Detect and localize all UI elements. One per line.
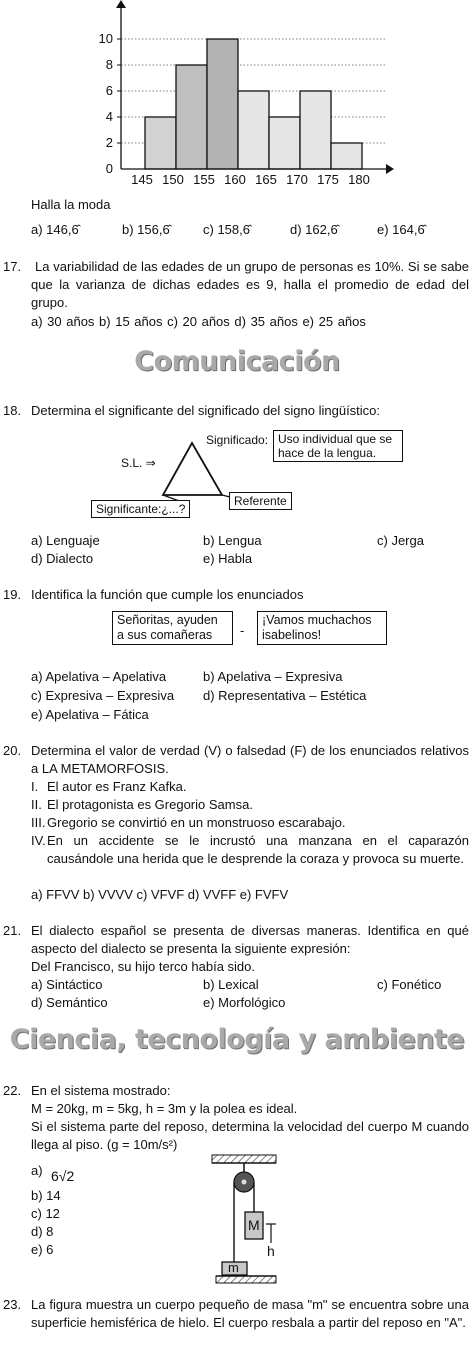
q19-option-e: e) Apelativa – Fática <box>31 707 149 722</box>
q19-option-b: b) Apelativa – Expresiva <box>203 669 343 684</box>
y-tick-label: 6 <box>105 83 113 98</box>
q22-option-d: d) 8 <box>31 1224 54 1239</box>
q20-number: 20. <box>3 743 22 758</box>
q21-number: 21. <box>3 923 22 938</box>
y-tick-label: 10 <box>98 31 113 46</box>
q20-options: a) FFVV b) VVVV c) VFVF d) VVFF e) FVFV <box>31 887 289 902</box>
q22-line-1: En el sistema mostrado: <box>31 1083 171 1098</box>
sl-label: S.L. ⇒ <box>121 456 156 470</box>
q19-number: 19. <box>3 587 22 602</box>
q22-option-c: c) 12 <box>31 1206 60 1221</box>
x-tick-label: 165 <box>255 172 277 187</box>
y-tick-label: 2 <box>105 135 113 150</box>
q18-text: Determina el significante del significado del signo lingüístico: <box>31 403 381 418</box>
q17-number: 17. <box>3 259 22 274</box>
q16-option-d: d) 162,6̂ <box>290 222 338 237</box>
q19-text: Identifica la función que cumple los enunciados <box>31 587 304 602</box>
q17-options: a) 30 años b) 15 años c) 20 años d) 35 años e) 25 años <box>31 314 366 329</box>
q21-quote: Del Francisco, su hijo terco había sido. <box>31 959 255 974</box>
y-tick-label: 4 <box>105 109 113 124</box>
q23-number: 23. <box>3 1297 22 1312</box>
significado-label: Significado: <box>206 433 269 447</box>
q18-option-b: b) Lengua <box>203 533 262 548</box>
q20-item-3-text: Gregorio se convirtió en un monstruoso escarabajo. <box>47 815 346 830</box>
q22-option-a-value: 6√2 <box>51 1168 75 1184</box>
referente-box: Referente <box>229 492 292 510</box>
q22-option-b: b) 14 <box>31 1188 61 1203</box>
label-block-m: m <box>228 1260 239 1275</box>
label-height-h: h <box>267 1243 275 1259</box>
x-tick-label: 160 <box>224 172 246 187</box>
q21-option-a: a) Sintáctico <box>31 977 103 992</box>
q18-option-c: c) Jerga <box>377 533 424 548</box>
x-tick-label: 180 <box>348 172 370 187</box>
q20-item-1-num: I. <box>31 779 39 794</box>
q21-text: El dialecto español se presenta de diversas maneras. Identifica en qué aspecto del dialecto se presenta la siguiente expresión: <box>31 923 469 956</box>
q18-option-d: d) Dialecto <box>31 551 94 566</box>
y-tick-label: 8 <box>105 57 113 72</box>
q16-prompt: Halla la moda <box>31 197 111 212</box>
q22-line-2: M = 20kg, m = 5kg, h = 3m y la polea es ideal. <box>31 1101 298 1116</box>
section-title-comunicacion: Comunicación <box>134 346 340 377</box>
q20-item-1-text: El autor es Franz Kafka. <box>47 779 187 794</box>
y-tick-label: 0 <box>105 161 113 176</box>
q16-option-a: a) 146,6̂ <box>31 222 79 237</box>
significado-box: Uso individual que se hace de la lengua. <box>273 430 403 462</box>
q22-option-a: a) <box>31 1163 43 1178</box>
q22-option-e: e) 6 <box>31 1242 54 1257</box>
q23-text: La figura muestra un cuerpo pequeño de masa "m" se encuentra sobre una superficie hemisférica de hielo. El cuerpo resbala a partir del reposo en "A". <box>31 1297 469 1330</box>
x-tick-label: 145 <box>131 172 153 187</box>
q20-item-3-num: III. <box>31 815 46 830</box>
q17-text: La variabilidad de las edades de un grupo de personas es 10%. Si se sabe que la varianza de dichas edades es 9, halla el promedio de edad del grupo. <box>31 259 469 310</box>
section-title-ciencia: Ciencia, tecnología y ambiente <box>9 1024 465 1055</box>
q20-item-4-num: IV. <box>31 833 46 848</box>
q16-option-e: e) 164,6̂ <box>377 222 425 237</box>
q21-option-c: c) Fonético <box>377 977 442 992</box>
q20-item-4-text: En un accidente se le incrustó una manzana en el caparazón causándole una herida que le desprende la coraza y provoca su muerte. <box>47 833 469 866</box>
q18-option-e: e) Habla <box>203 551 253 566</box>
x-tick-label: 170 <box>286 172 308 187</box>
q21-option-e: e) Morfológico <box>203 995 286 1010</box>
q22-line-3: Si el sistema parte del reposo, determina la velocidad del cuerpo M cuando llega al piso. (g = 10m/s²) <box>31 1119 469 1152</box>
x-tick-label: 175 <box>317 172 339 187</box>
q19-box-1: Señoritas, ayuden a sus comañeras <box>112 611 233 645</box>
q21-option-d: d) Semántico <box>31 995 108 1010</box>
q21-option-b: b) Lexical <box>203 977 259 992</box>
q20-text: Determina el valor de verdad (V) o falsedad (F) de los enunciados relativos a LA METAMORFOSIS. <box>31 743 469 776</box>
x-tick-label: 155 <box>193 172 215 187</box>
q19-option-d: d) Representativa – Estética <box>203 688 367 703</box>
q18-option-a: a) Lenguaje <box>31 533 100 548</box>
q16-option-b: b) 156,6̂ <box>122 222 170 237</box>
q18-number: 18. <box>3 403 22 418</box>
significante-box: Significante:¿...? <box>91 500 190 518</box>
q20-item-2-num: II. <box>31 797 42 812</box>
label-block-M: M <box>248 1217 260 1233</box>
q19-option-a: a) Apelativa – Apelativa <box>31 669 167 684</box>
q16-option-c: c) 158,6̂ <box>203 222 250 237</box>
x-tick-label: 150 <box>162 172 184 187</box>
q19-dash: - <box>240 623 245 638</box>
q20-item-2-text: El protagonista es Gregorio Samsa. <box>47 797 253 812</box>
q22-number: 22. <box>3 1083 22 1098</box>
q19-box-2: ¡Vamos muchachos isabelinos! <box>257 611 387 645</box>
q19-option-c: c) Expresiva – Expresiva <box>31 688 175 703</box>
